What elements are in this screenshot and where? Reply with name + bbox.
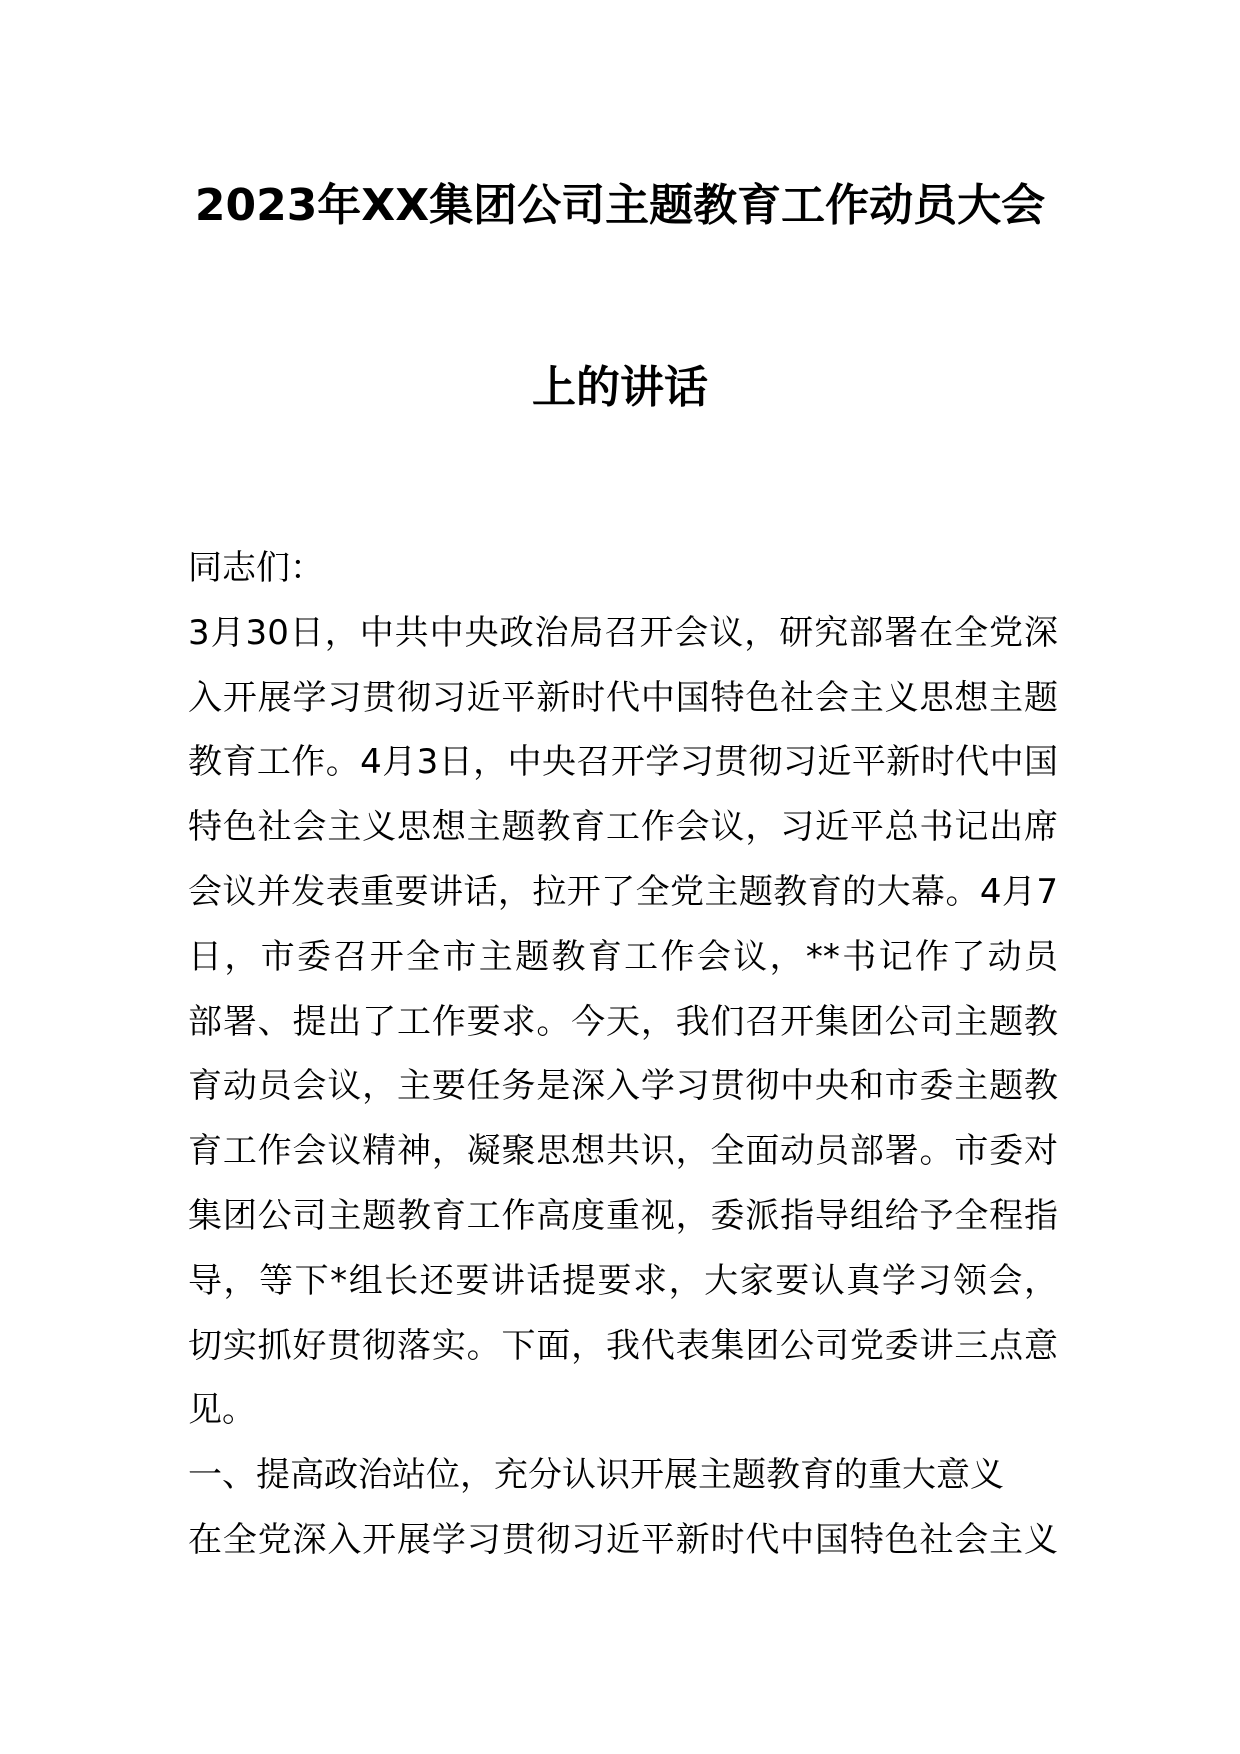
document-title-line-2: 上的讲话 [532,362,708,413]
paragraph-line: 导，等下*组长还要讲话提要求，大家要认真学习领会， [188,1260,1058,1301]
paragraph-line: 切实抓好贯彻落实。下面，我代表集团公司党委讲三点意 [188,1325,1058,1366]
paragraph-line: 在全党深入开展学习贯彻习近平新时代中国特色社会主义 [188,1519,1058,1560]
document-body [188,536,1058,1573]
paragraph-line: 入开展学习贯彻习近平新时代中国特色社会主义思想主题 [188,677,1058,718]
paragraph-line: 育工作会议精神，凝聚思想共识，全面动员部署。市委对 [188,1131,1058,1172]
paragraph-line: 会议并发表重要讲话，拉开了全党主题教育的大幕。4月7 [188,871,1058,912]
paragraph-line: 3月30日，中共中央政治局召开会议，研究部署在全党深 [188,612,1058,653]
salutation: 同志们： [188,548,324,588]
paragraph-line: 教育工作。4月3日，中央召开学习贯彻习近平新时代中国 [188,742,1058,783]
paragraph-line: 特色社会主义思想主题教育工作会议，习近平总书记出席 [188,807,1058,848]
paragraph-line: 见。 [188,1390,256,1431]
paragraph-line: 日，市委召开全市主题教育工作会议，**书记作了动员 [188,936,1058,977]
paragraph-line: 育动员会议，主要任务是深入学习贯彻中央和市委主题教 [188,1066,1058,1107]
paragraph-line: 集团公司主题教育工作高度重视，委派指导组给予全程指 [188,1195,1058,1236]
document-title-line-1: 2023年XX集团公司主题教育工作动员大会 [194,180,1046,231]
paragraph-line: 部署、提出了工作要求。今天，我们召开集团公司主题教 [188,1001,1058,1042]
section-heading-1: 一、提高政治站位，充分认识开展主题教育的重大意义 [188,1455,1004,1496]
